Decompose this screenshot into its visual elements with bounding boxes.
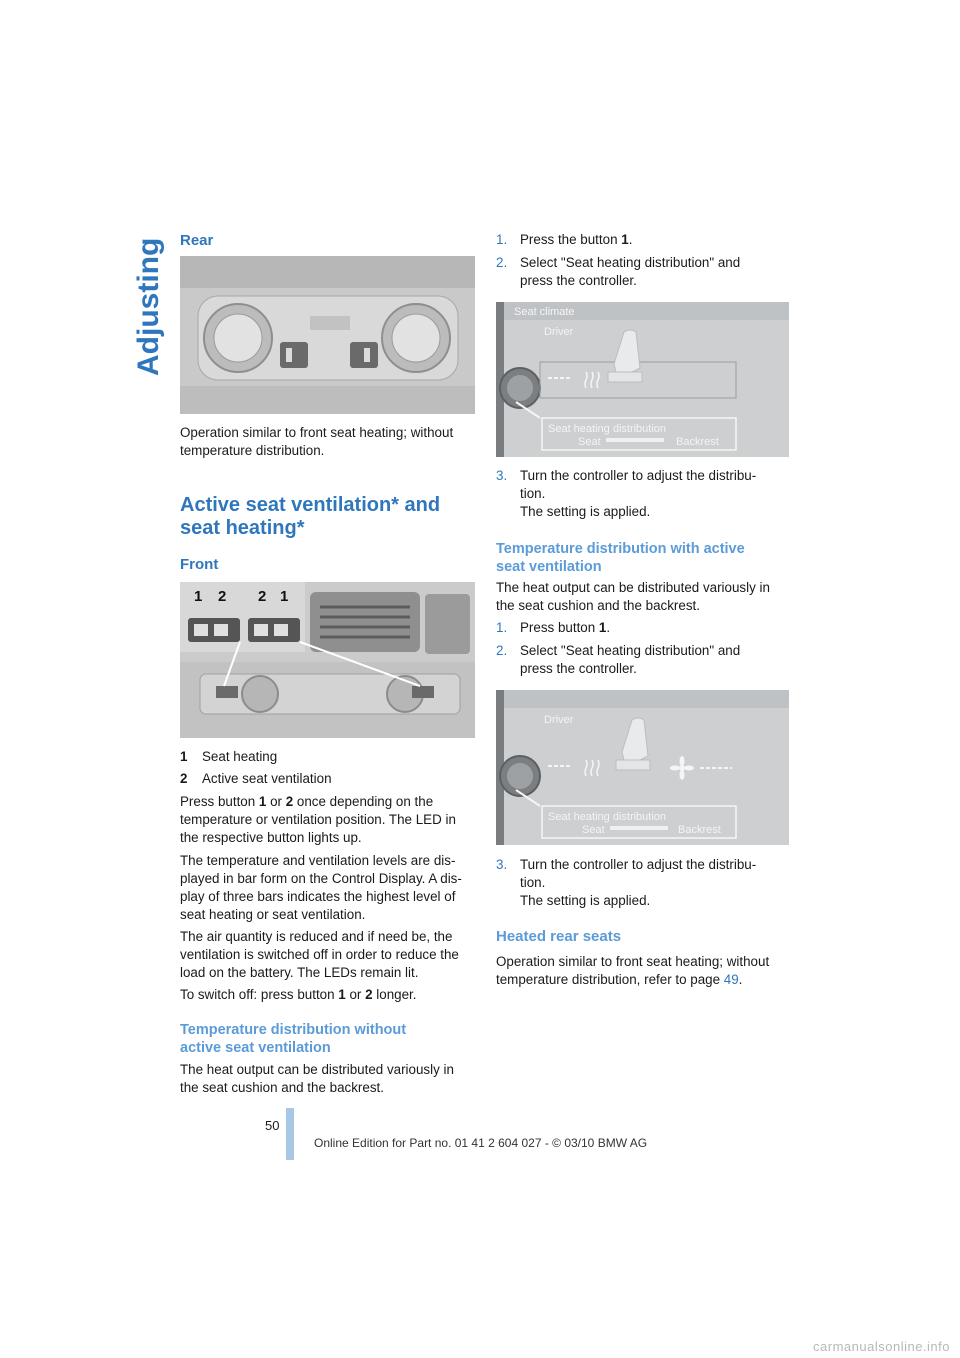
press-paragraph <box>180 793 480 847</box>
seat-climate-screen <box>496 302 789 457</box>
air-paragraph <box>180 928 480 982</box>
tdv-paragraph <box>496 579 796 615</box>
watermark: carmanualsonline.info <box>813 1339 950 1354</box>
page-link[interactable]: 49 <box>723 972 739 987</box>
tdw-paragraph <box>180 1061 480 1097</box>
text: Select "Seat heating distribution" and <box>520 255 741 270</box>
text: The heat output can be distributed variously in <box>180 1062 454 1077</box>
front-heading: Front <box>180 556 219 573</box>
text: tion. <box>520 486 546 501</box>
text: the seat cushion and the backrest. <box>180 1080 384 1095</box>
text: Turn the controller to adjust the distribu- <box>520 468 757 483</box>
text: Operation similar to front seat heating; without <box>496 954 770 969</box>
text: once depending on the <box>293 794 434 809</box>
heated-rear-heading: Heated rear seats <box>496 928 622 945</box>
legend-number: 2 <box>180 771 188 786</box>
text: The setting is applied. <box>520 893 651 908</box>
text: Temperature distribution with active <box>496 541 745 557</box>
text: temperature distribution, refer to page <box>496 972 724 987</box>
step-number: 2. <box>496 643 508 658</box>
screen-backrest: Backrest <box>676 436 719 448</box>
text: seat heating or seat ventilation. <box>180 907 366 922</box>
legend-item <box>180 770 332 788</box>
figure-label: 1 <box>194 588 203 605</box>
text: tion. <box>520 875 546 890</box>
text: The air quantity is reduced and if need be, the <box>180 929 453 944</box>
step-number: 3. <box>496 857 508 872</box>
text: longer. <box>372 987 417 1002</box>
text: . <box>628 232 633 247</box>
screen-seat: Seat <box>578 436 601 448</box>
main-heading-line1: Active seat ventilation* and <box>180 494 441 516</box>
text: or <box>266 794 286 809</box>
text: The temperature and ventilation levels are dis- <box>180 853 456 868</box>
screen-backrest: Backrest <box>678 824 721 836</box>
legend-label: Seat heating <box>202 749 278 764</box>
legend-item <box>180 748 277 766</box>
text: the respective button lights up. <box>180 830 362 845</box>
text: play of three bars indicates the highest level of <box>180 889 456 904</box>
text: or <box>345 987 366 1002</box>
step <box>496 642 796 678</box>
text: the seat cushion and the backrest. <box>496 598 700 613</box>
text: 2 <box>285 794 294 809</box>
step <box>496 467 796 523</box>
text: To switch off: press button <box>180 987 339 1002</box>
text: 2 <box>365 987 373 1002</box>
text: Temperature distribution without <box>180 1022 407 1038</box>
step <box>496 254 796 290</box>
footer-bar <box>286 1108 294 1160</box>
text: load on the battery. The LEDs remain lit. <box>180 965 419 980</box>
tdw-heading <box>180 1021 406 1057</box>
text: press the controller. <box>520 661 637 676</box>
tdv-heading <box>496 540 745 576</box>
step <box>496 619 796 637</box>
text: Press the button <box>520 232 622 247</box>
text: seat ventilation <box>496 559 602 575</box>
figure-label: 1 <box>280 588 289 605</box>
screen-distribution: Seat heating distribution <box>548 811 667 823</box>
legend-number: 1 <box>180 749 188 764</box>
text: ventilation is switched off in order to reduce the <box>180 947 459 962</box>
text: The setting is applied. <box>520 504 651 519</box>
main-heading-line2: seat heating* <box>180 517 305 539</box>
step-number: 3. <box>496 468 508 483</box>
main-heading <box>180 494 440 540</box>
text: 1 <box>598 620 607 635</box>
legend-label: Active seat ventilation <box>202 771 332 786</box>
text: 1 <box>621 232 629 247</box>
page-number: 50 <box>265 1118 280 1133</box>
text: Press button <box>520 620 599 635</box>
step <box>496 231 796 249</box>
text: The heat output can be distributed variously in <box>496 580 770 595</box>
screen-distribution: Seat heating distribution <box>548 423 667 435</box>
section-title-text: Adjusting <box>132 237 165 376</box>
switch-off-paragraph <box>180 986 480 1004</box>
text: temperature or ventilation position. The LED in <box>180 812 456 827</box>
text: played in bar form on the Control Display. A dis- <box>180 871 462 886</box>
text: 1 <box>258 794 267 809</box>
step-number: 2. <box>496 255 508 270</box>
text: 1 <box>338 987 346 1002</box>
footer-text: Online Edition for Part no. 01 41 2 604 027 - © 03/10 BMW AG <box>314 1136 648 1150</box>
text: Turn the controller to adjust the distribu- <box>520 857 757 872</box>
seat-ventilation-screen <box>496 690 789 845</box>
screen-driver: Driver <box>544 326 574 338</box>
levels-paragraph <box>180 852 480 924</box>
rear-text: Operation similar to front seat heating; without temperature distribution. <box>180 425 454 458</box>
rear-controls-figure <box>180 256 475 414</box>
step-number: 1. <box>496 232 508 247</box>
screen-title: Seat climate <box>514 306 575 318</box>
text: . <box>606 620 611 635</box>
text: active seat ventilation <box>180 1040 331 1056</box>
figure-label: 2 <box>258 588 267 605</box>
front-controls-figure <box>180 582 475 738</box>
heated-rear-paragraph <box>496 953 796 989</box>
screen-driver: Driver <box>544 714 574 726</box>
text: press the controller. <box>520 273 637 288</box>
text: . <box>738 972 743 987</box>
text: Press button <box>180 794 259 809</box>
section-title <box>128 228 168 378</box>
step <box>496 856 796 912</box>
step-number: 1. <box>496 620 508 635</box>
screen-seat: Seat <box>582 824 605 836</box>
rear-heading: Rear <box>180 232 214 249</box>
text: Select "Seat heating distribution" and <box>520 643 741 658</box>
figure-label: 2 <box>218 588 227 605</box>
